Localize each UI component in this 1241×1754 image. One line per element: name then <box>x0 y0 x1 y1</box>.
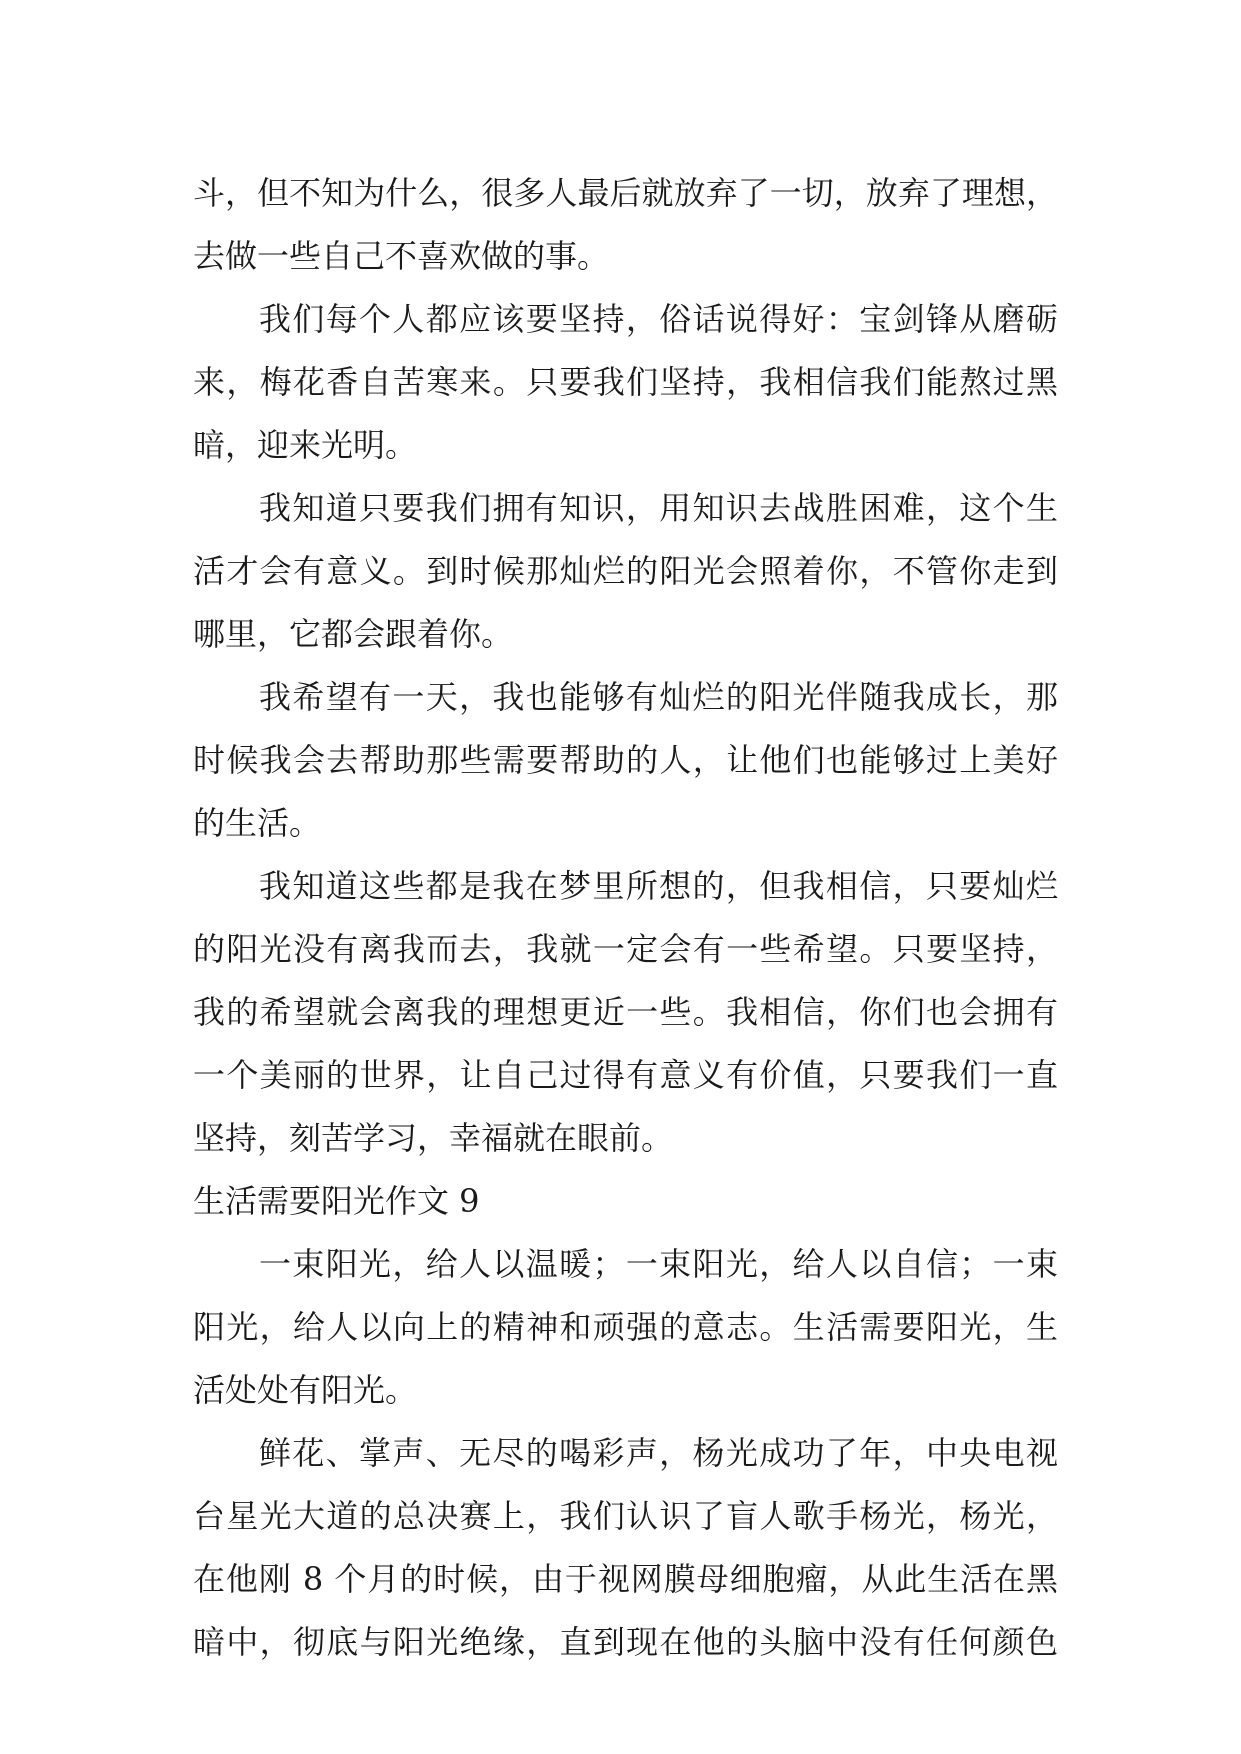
paragraph-5 <box>193 855 1058 1170</box>
text-line: 一个美丽的世界，让自己过得有意义有价值，只要我们一直 <box>193 1056 1058 1094</box>
text-line: 我们每个人都应该要坚持，俗话说得好：宝剑锋从磨砺 <box>259 300 1058 338</box>
text-line: 的阳光没有离我而去，我就一定会有一些希望。只要坚持， <box>193 930 1058 968</box>
text-line: 坚持，刻苦学习，幸福就在眼前。 <box>193 1119 674 1157</box>
text-line: 我的希望就会离我的理想更近一些。我相信，你们也会拥有 <box>193 993 1058 1031</box>
text-line: 阳光，给人以向上的精神和顽强的意志。生活需要阳光，生 <box>193 1308 1058 1346</box>
paragraph-1 <box>193 162 1058 288</box>
paragraph-2 <box>193 288 1058 477</box>
section-paragraph-1 <box>193 1233 1058 1422</box>
text-line: 台星光大道的总决赛上，我们认识了盲人歌手杨光，杨光， <box>193 1497 1058 1535</box>
section-paragraph-2 <box>193 1422 1058 1674</box>
text-line: 暗，迎来光明。 <box>193 426 418 464</box>
text-line: 的生活。 <box>193 804 322 842</box>
text-line: 在他刚 8 个月的时候，由于视网膜母细胞瘤，从此生活在黑 <box>193 1560 1058 1598</box>
text-line: 一束阳光，给人以温暖；一束阳光，给人以自信；一束 <box>259 1245 1058 1283</box>
text-line: 来，梅花香自苦寒来。只要我们坚持，我相信我们能熬过黑 <box>193 363 1058 401</box>
text-line: 我知道这些都是我在梦里所想的，但我相信，只要灿烂 <box>259 867 1058 905</box>
paragraph-4 <box>193 666 1058 855</box>
paragraph-3 <box>193 477 1058 666</box>
text-line: 活才会有意义。到时候那灿烂的阳光会照着你，不管你走到 <box>193 552 1058 590</box>
text-line: 暗中，彻底与阳光绝缘，直到现在他的头脑中没有任何颜色 <box>193 1623 1058 1661</box>
text-line: 我希望有一天，我也能够有灿烂的阳光伴随我成长，那 <box>259 678 1058 716</box>
text-line: 时候我会去帮助那些需要帮助的人，让他们也能够过上美好 <box>193 741 1058 779</box>
text-line: 鲜花、掌声、无尽的喝彩声，杨光成功了年，中央电视 <box>259 1434 1058 1472</box>
text-line: 哪里，它都会跟着你。 <box>193 615 514 653</box>
section-heading: 生活需要阳光作文 9 <box>193 1182 480 1220</box>
text-line: 斗，但不知为什么，很多人最后就放弃了一切，放弃了理想， <box>193 174 1058 212</box>
document-body <box>193 162 1058 1674</box>
text-line: 去做一些自己不喜欢做的事。 <box>193 237 610 275</box>
text-line: 活处处有阳光。 <box>193 1371 418 1409</box>
text-line: 我知道只要我们拥有知识，用知识去战胜困难，这个生 <box>259 489 1058 527</box>
